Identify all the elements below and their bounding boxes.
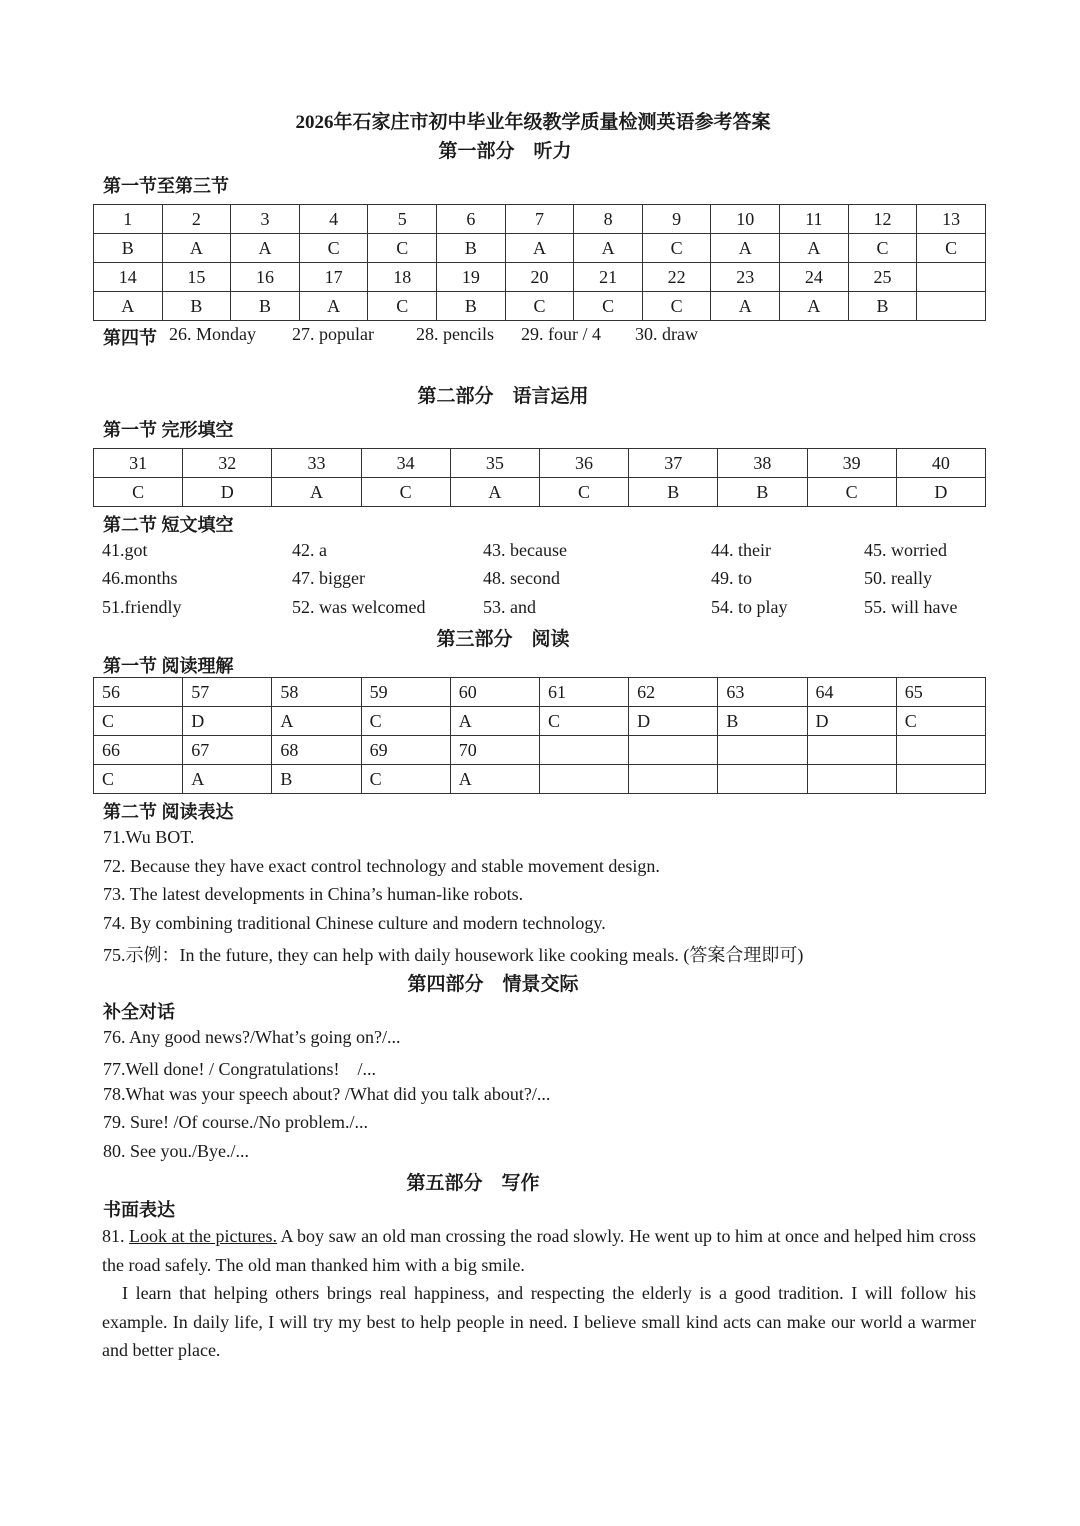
answer-cell: 34 xyxy=(361,449,450,478)
cloze-answer-table xyxy=(93,448,986,507)
fill-in-answer: 53. and xyxy=(483,597,536,617)
section4-item: 28. pencils xyxy=(416,324,494,344)
reading-expression-answer: 71.Wu BOT. xyxy=(103,827,195,847)
dialogue-answer: 76. Any good news?/What’s going on?/... xyxy=(103,1027,401,1047)
writing-text: A boy saw an old man crossing the road slowly. He went up to him at once and helped him cross the road safely. The old man thanked him with a big smile. xyxy=(102,1226,976,1275)
answer-cell xyxy=(807,765,896,794)
answer-cell: A xyxy=(299,292,368,321)
table-row xyxy=(94,736,986,765)
part3-section1-heading: 第一节 阅读理解 xyxy=(103,656,234,676)
answer-cell: C xyxy=(361,478,450,507)
fill-in-answer: 42. a xyxy=(292,540,327,560)
reading-expression-answer: 72. Because they have exact control technology and stable movement design. xyxy=(103,856,660,876)
part2-heading: 第二部分 语言运用 xyxy=(417,386,589,407)
answer-cell: 33 xyxy=(272,449,361,478)
answer-cell: 12 xyxy=(848,205,917,234)
answer-cell xyxy=(629,765,718,794)
listening-section4 xyxy=(103,324,698,350)
answer-cell: 23 xyxy=(711,263,780,292)
fill-in-answer: 44. their xyxy=(711,540,771,560)
part4-section-heading: 补全对话 xyxy=(103,1002,175,1022)
writing-paragraph-2: I learn that helping others brings real happiness, and respecting the elderly is a good tradition. I will follow his example. In daily life, I will try my best to help people in need. I believe small kind acts can make our world a warmer and better place. xyxy=(102,1283,976,1360)
part5-heading: 第五部分 写作 xyxy=(406,1173,540,1194)
reading-expression-answer: 75.示例：In the future, they can help with daily housework like cooking meals. (答案合理即可) xyxy=(103,945,804,965)
answer-cell: A xyxy=(272,478,361,507)
answer-cell: 61 xyxy=(539,678,628,707)
answer-cell: 59 xyxy=(361,678,450,707)
answer-cell: C xyxy=(94,765,183,794)
answer-cell: B xyxy=(437,234,506,263)
answer-cell: D xyxy=(183,478,272,507)
answer-cell: 70 xyxy=(450,736,539,765)
part1-heading: 第一部分 听力 xyxy=(438,141,572,162)
answer-cell: C xyxy=(94,478,183,507)
fill-in-answer: 55. will have xyxy=(864,597,958,617)
section4-item: 30. draw xyxy=(635,324,698,344)
answer-cell: 24 xyxy=(780,263,849,292)
answer-cell: C xyxy=(299,234,368,263)
answer-cell xyxy=(896,765,985,794)
answer-cell: C xyxy=(94,707,183,736)
answer-cell: 60 xyxy=(450,678,539,707)
answer-cell xyxy=(539,736,628,765)
section4-item: 26. Monday xyxy=(169,324,256,344)
fill-in-answer: 45. worried xyxy=(864,540,947,560)
answer-cell: B xyxy=(629,478,718,507)
answer-cell: 2 xyxy=(162,205,231,234)
answer-cell: 38 xyxy=(718,449,807,478)
fill-in-answer: 46.months xyxy=(102,568,178,588)
answer-cell: A xyxy=(450,707,539,736)
table-row xyxy=(94,292,986,321)
answer-cell: 5 xyxy=(368,205,437,234)
answer-cell: B xyxy=(848,292,917,321)
answer-cell: C xyxy=(539,478,628,507)
part2-section1-heading: 第一节 完形填空 xyxy=(103,420,234,440)
answer-cell: A xyxy=(450,765,539,794)
dialogue-answer: 80. See you./Bye./... xyxy=(103,1141,249,1161)
answer-cell: A xyxy=(711,234,780,263)
section4-item: 27. popular xyxy=(292,324,374,344)
section4-label: 第四节 xyxy=(103,328,157,348)
answer-cell: B xyxy=(437,292,506,321)
answer-cell: A xyxy=(94,292,163,321)
answer-cell: B xyxy=(94,234,163,263)
answer-cell: A xyxy=(183,765,272,794)
answer-cell: C xyxy=(505,292,574,321)
document-title: 2026年石家庄市初中毕业年级教学质量检测英语参考答案 xyxy=(295,112,771,133)
answer-cell: 66 xyxy=(94,736,183,765)
fill-in-answer: 48. second xyxy=(483,568,560,588)
answer-cell: B xyxy=(231,292,300,321)
dialogue-answer: 79. Sure! /Of course./No problem./... xyxy=(103,1112,368,1132)
answer-cell: D xyxy=(629,707,718,736)
answer-cell: 10 xyxy=(711,205,780,234)
answer-cell: C xyxy=(574,292,643,321)
answer-cell: 22 xyxy=(642,263,711,292)
answer-cell: 25 xyxy=(848,263,917,292)
answer-cell xyxy=(718,765,807,794)
part1-section1-3-heading: 第一节至第三节 xyxy=(103,176,229,196)
table-row xyxy=(94,234,986,263)
answer-cell xyxy=(896,736,985,765)
section4-item: 29. four / 4 xyxy=(521,324,601,344)
reading-expression-answer: 73. The latest developments in China’s human-like robots. xyxy=(103,884,524,904)
answer-cell: C xyxy=(807,478,896,507)
answer-cell: 20 xyxy=(505,263,574,292)
answer-cell xyxy=(629,736,718,765)
answer-cell: A xyxy=(162,234,231,263)
answer-cell: B xyxy=(162,292,231,321)
answer-cell: 40 xyxy=(896,449,985,478)
listening-answer-table xyxy=(93,204,986,321)
answer-cell: C xyxy=(361,765,450,794)
answer-cell: B xyxy=(718,707,807,736)
part5-section-heading: 书面表达 xyxy=(103,1200,175,1220)
answer-cell: 36 xyxy=(539,449,628,478)
answer-cell: 8 xyxy=(574,205,643,234)
answer-cell: 69 xyxy=(361,736,450,765)
answer-cell: A xyxy=(505,234,574,263)
fill-in-answer: 43. because xyxy=(483,540,567,560)
answer-cell: 16 xyxy=(231,263,300,292)
fill-in-answer: 41.got xyxy=(102,540,148,560)
reading-expression-answer: 74. By combining traditional Chinese culture and modern technology. xyxy=(103,913,606,933)
answer-cell xyxy=(917,263,986,292)
answer-cell: B xyxy=(718,478,807,507)
answer-cell: 58 xyxy=(272,678,361,707)
fill-in-answer: 51.friendly xyxy=(102,597,182,617)
answer-cell: 6 xyxy=(437,205,506,234)
fill-in-answer: 49. to xyxy=(711,568,753,588)
answer-cell: D xyxy=(183,707,272,736)
answer-cell xyxy=(807,736,896,765)
answer-cell: 63 xyxy=(718,678,807,707)
answer-cell: 62 xyxy=(629,678,718,707)
answer-cell: 18 xyxy=(368,263,437,292)
answer-cell: C xyxy=(896,707,985,736)
answer-cell: C xyxy=(368,234,437,263)
answer-cell: 17 xyxy=(299,263,368,292)
table-row xyxy=(94,765,986,794)
answer-cell: 37 xyxy=(629,449,718,478)
answer-cell xyxy=(917,292,986,321)
answer-cell: 57 xyxy=(183,678,272,707)
answer-cell: D xyxy=(807,707,896,736)
table-row xyxy=(94,205,986,234)
table-row xyxy=(94,449,986,478)
table-row xyxy=(94,707,986,736)
answer-cell: 64 xyxy=(807,678,896,707)
answer-cell: C xyxy=(361,707,450,736)
part3-section2-heading: 第二节 阅读表达 xyxy=(103,802,234,822)
writing-paragraph-1 xyxy=(102,1222,976,1279)
answer-cell: A xyxy=(450,478,539,507)
answer-cell: 7 xyxy=(505,205,574,234)
table-row xyxy=(94,478,986,507)
fill-in-answer: 47. bigger xyxy=(292,568,365,588)
dialogue-answer: 78.What was your speech about? /What did you talk about?/... xyxy=(103,1084,551,1104)
table-row xyxy=(94,263,986,292)
answer-cell: C xyxy=(642,292,711,321)
answer-cell: 9 xyxy=(642,205,711,234)
answer-cell xyxy=(718,736,807,765)
answer-cell: C xyxy=(642,234,711,263)
answer-cell: 3 xyxy=(231,205,300,234)
answer-cell: 68 xyxy=(272,736,361,765)
fill-in-answer: 50. really xyxy=(864,568,932,588)
fill-in-answer: 54. to play xyxy=(711,597,788,617)
answer-cell: A xyxy=(780,234,849,263)
answer-cell: 31 xyxy=(94,449,183,478)
answer-cell: 65 xyxy=(896,678,985,707)
answer-cell: 39 xyxy=(807,449,896,478)
answer-cell: A xyxy=(780,292,849,321)
answer-cell: 1 xyxy=(94,205,163,234)
answer-cell: 56 xyxy=(94,678,183,707)
writing-underlined-phrase: Look at the pictures. xyxy=(129,1226,278,1246)
answer-cell: 35 xyxy=(450,449,539,478)
answer-cell: 19 xyxy=(437,263,506,292)
fill-in-answer: 52. was welcomed xyxy=(292,597,426,617)
answer-cell: A xyxy=(231,234,300,263)
reading-answer-table xyxy=(93,677,986,794)
answer-cell: C xyxy=(917,234,986,263)
answer-cell: 67 xyxy=(183,736,272,765)
answer-cell: B xyxy=(272,765,361,794)
part3-heading: 第三部分 阅读 xyxy=(436,629,570,650)
answer-cell: 15 xyxy=(162,263,231,292)
answer-cell: 11 xyxy=(780,205,849,234)
answer-cell: 4 xyxy=(299,205,368,234)
answer-cell: 21 xyxy=(574,263,643,292)
table-row xyxy=(94,678,986,707)
part2-section2-heading: 第二节 短文填空 xyxy=(103,515,234,535)
part4-heading: 第四部分 情景交际 xyxy=(407,974,579,995)
answer-cell: A xyxy=(711,292,780,321)
answer-cell: D xyxy=(896,478,985,507)
answer-cell: 14 xyxy=(94,263,163,292)
dialogue-answer: 77.Well done! / Congratulations! /... xyxy=(103,1059,377,1079)
answer-cell: 13 xyxy=(917,205,986,234)
answer-cell xyxy=(539,765,628,794)
answer-cell: A xyxy=(574,234,643,263)
answer-cell: C xyxy=(368,292,437,321)
answer-cell: A xyxy=(272,707,361,736)
writing-number: 81. xyxy=(102,1226,125,1246)
answer-cell: C xyxy=(848,234,917,263)
answer-cell: 32 xyxy=(183,449,272,478)
answer-cell: C xyxy=(539,707,628,736)
